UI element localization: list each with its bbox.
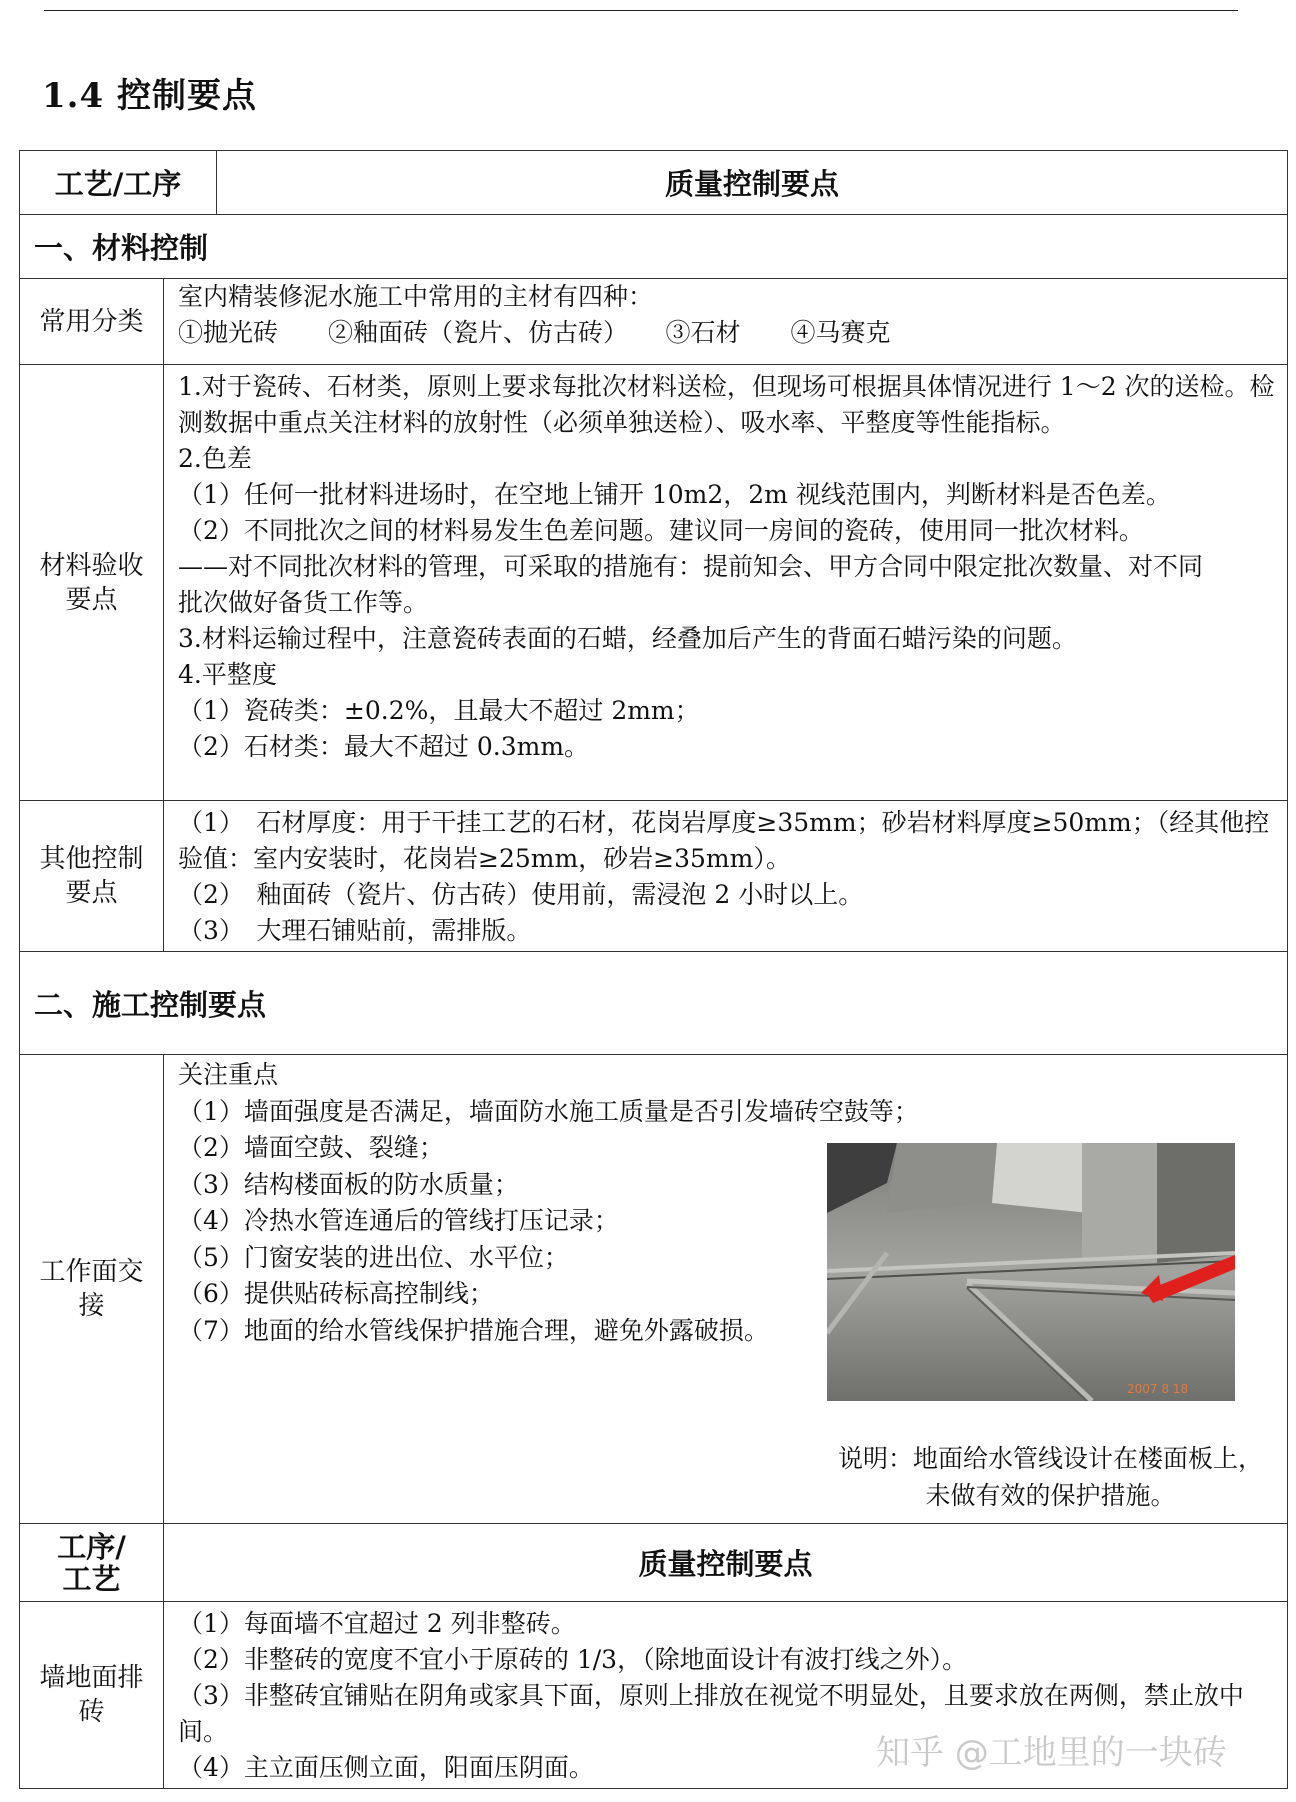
floor-pipe-photo: [827, 1143, 1235, 1401]
header2-process: [20, 1524, 164, 1602]
text-line: （1） 石材厚度：用于干挂工艺的石材，花岗岩厚度≥35mm；砂岩材料厚度≥50mm；（经其他控验值：室内安装时，花岗岩≥25mm，砂岩≥35mm）。: [178, 808, 1270, 873]
text-line: （2）石材类：最大不超过 0.3mm。: [178, 732, 590, 761]
text-line: 4.平整度: [178, 660, 277, 689]
text-line: ——对不同批次材料的管理，可采取的措施有：提前知会、甲方合同中限定批次数量、对不同批次做好备货工作等。: [178, 552, 1204, 617]
content-common-category: [164, 279, 1288, 365]
text-line: 1.对于瓷砖、石材类，原则上要求每批次材料送检，但现场可根据具体情况进行 1～2 次的送检。检测数据中重点关注材料的放射性（必须单独送检）、吸水率、平整度等性能指标。: [178, 372, 1275, 437]
label-material-inspection: [20, 365, 164, 801]
watermark: 知乎 @工地里的一块砖: [876, 1733, 1227, 1773]
header2-quality-points: 质量控制要点: [164, 1524, 1288, 1602]
section-title-material: 一、材料控制: [20, 215, 1288, 279]
text-line: 3.材料运输过程中，注意瓷砖表面的石蜡，经叠加后产生的背面石蜡污染的问题。: [178, 624, 1077, 653]
text-line: （1）每面墙不宜超过 2 列非整砖。: [178, 1609, 576, 1638]
row-work-handover: [20, 1055, 1288, 1524]
list-item: （2）墙面空鼓、裂缝；: [178, 1133, 444, 1162]
label-common-category: 常用分类: [20, 279, 164, 365]
label-text: 墙地面排砖: [39, 1663, 144, 1727]
label-text: 其他控制要点: [39, 844, 144, 908]
label-wall-floor-layout: [20, 1602, 164, 1789]
header-text: 工序/工艺: [57, 1529, 126, 1596]
table-header-row: [20, 151, 1288, 215]
text-line: 2.色差: [178, 444, 252, 473]
label-other-control: [20, 801, 164, 952]
top-rule: [44, 10, 1238, 11]
text-line: （2）非整砖的宽度不宜小于原砖的 1/3，（除地面设计有波打线之外）。: [178, 1645, 968, 1674]
section-heading: 1.4 控制要点: [42, 76, 257, 116]
text-line: （1）任何一批材料进场时，在空地上铺开 10m2，2m 视线范围内，判断材料是否色差。: [178, 480, 1171, 509]
text-line: （2） 釉面砖（瓷片、仿古砖）使用前，需浸泡 2 小时以上。: [178, 880, 864, 909]
text-line: （3） 大理石铺贴前，需排版。: [178, 916, 532, 945]
label-text: 材料验收要点: [39, 550, 144, 615]
table2-header-row: [20, 1524, 1288, 1602]
list-item: （6）提供贴砖标高控制线；: [178, 1279, 494, 1308]
list-item: （1）墙面强度是否满足，墙面防水施工质量是否引发墙砖空鼓等；: [178, 1096, 919, 1126]
header-quality-points: 质量控制要点: [217, 151, 1288, 215]
text-line: （4）主立面压侧立面，阳面压阴面。: [178, 1753, 594, 1782]
section-row-material: [20, 215, 1288, 279]
text-line: ①抛光砖 ②釉面砖（瓷片、仿古砖） ③石材 ④马赛克: [178, 318, 891, 347]
photo-caption: [838, 1440, 1263, 1514]
text-line: （2）不同批次之间的材料易发生色差问题。建议同一房间的瓷砖，使用同一批次材料。: [178, 516, 1144, 545]
content-material-inspection: [164, 365, 1288, 801]
content-work-handover: [164, 1055, 1288, 1524]
caption-line: 未做有效的保护措施。: [925, 1481, 1176, 1510]
list-item: （5）门窗安装的进出位、水平位；: [178, 1242, 569, 1272]
row-material-inspection: [20, 365, 1288, 801]
section-row-construction: [20, 952, 1288, 1055]
row-common-category: [20, 279, 1288, 365]
text-line: 室内精装修泥水施工中常用的主材有四种：: [178, 282, 654, 311]
photo-date-stamp: 2007 8 18: [1127, 1382, 1189, 1396]
control-points-table: [19, 150, 1288, 1789]
list-item: （7）地面的给水管线保护措施合理，避免外露破损。: [178, 1315, 769, 1345]
photo-illustration: [827, 1143, 1235, 1401]
list-heading: 关注重点: [178, 1060, 279, 1089]
list-item: （3）结构楼面板的防水质量；: [178, 1169, 519, 1199]
handover-list: [178, 1057, 919, 1349]
caption-line: 说明：地面给水管线设计在楼面板上，: [837, 1444, 1263, 1473]
label-text: 工作面交接: [39, 1257, 144, 1321]
section-title-construction: 二、施工控制要点: [20, 952, 1288, 1055]
label-work-handover: [20, 1055, 164, 1524]
text-line: （3）非整砖宜铺贴在阴角或家具下面，原则上排放在视觉不明显处，且要求放在两侧，禁止放中间。: [178, 1681, 1244, 1746]
header-process: 工艺/工序: [20, 151, 217, 215]
content-other-control: [164, 801, 1288, 952]
text-line: （1）瓷砖类：±0.2%，且最大不超过 2mm；: [178, 696, 700, 725]
list-item: （4）冷热水管连通后的管线打压记录；: [178, 1206, 619, 1235]
row-other-control: [20, 801, 1288, 952]
